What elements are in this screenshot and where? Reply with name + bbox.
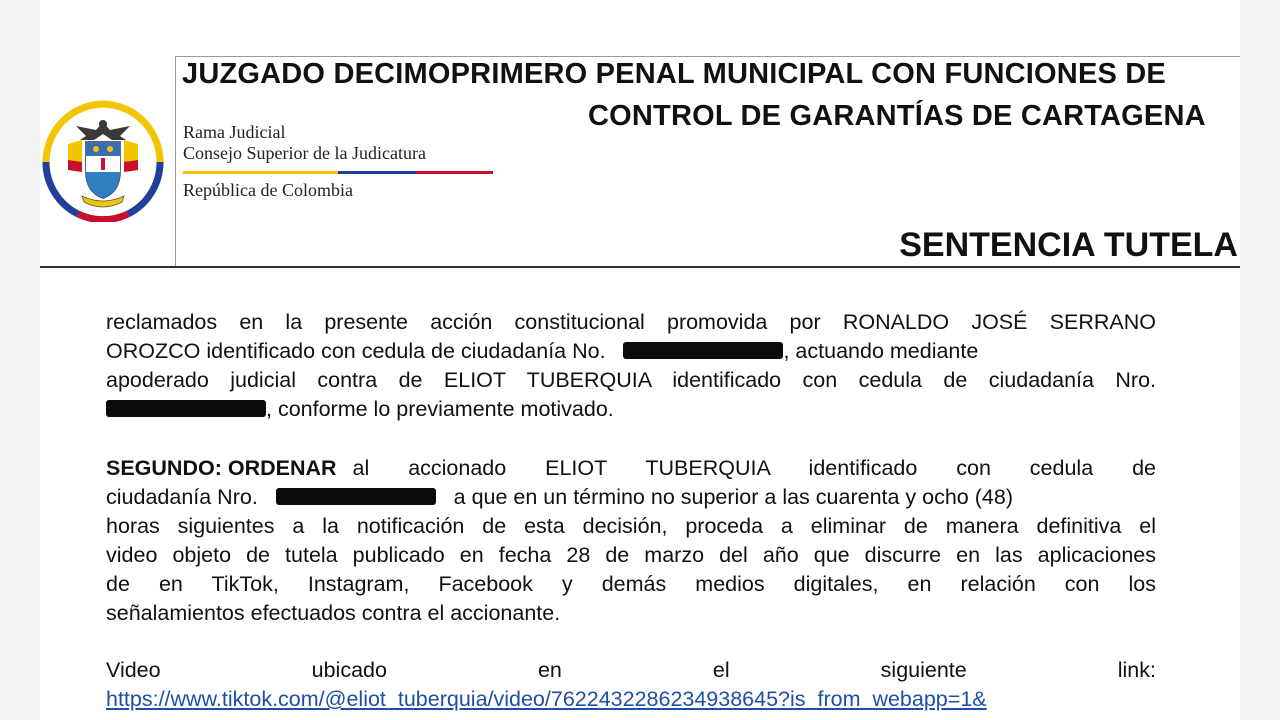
header-bottom-border <box>40 266 1240 268</box>
paragraph-line <box>106 454 1156 483</box>
paragraph-order-second <box>106 454 1156 628</box>
text-span: , actuando mediante <box>783 339 979 363</box>
text-span: al accionado ELIOT TUBERQUIA identificado con cedula de <box>352 456 1156 480</box>
text-span: , conforme lo previamente motivado. <box>266 397 614 421</box>
redaction-bar <box>106 400 266 417</box>
paragraph-line: señalamientos efectuados contra el accionante. <box>106 601 561 625</box>
document-type-title: SENTENCIA TUTELA <box>899 226 1238 264</box>
court-title-line-1: JUZGADO DECIMOPRIMERO PENAL MUNICIPAL CON FUNCIONES DE <box>182 58 1166 90</box>
institution-name: Rama Judicial <box>183 122 286 142</box>
paragraph-video-link <box>106 656 1156 714</box>
header-top-border <box>175 56 1240 57</box>
text-span: OROZCO identificado con cedula de ciudadanía No. <box>106 339 606 363</box>
redaction-bar <box>623 342 783 359</box>
paragraph-line <box>106 685 1156 714</box>
text-span: a que en un término no superior a las cuarenta y ocho (48) <box>453 485 1013 509</box>
paragraph-line: reclamados en la presente acción constitucional promovida por RONALDO JOSÉ SERRANO <box>106 310 1156 334</box>
page-margin-left <box>0 0 40 720</box>
redaction-bar <box>276 488 436 505</box>
paragraph-line <box>106 395 1156 424</box>
paragraph-line: de en TikTok, Instagram, Facebook y demás medios digitales, en relación con los <box>106 572 1156 596</box>
flag-color-line <box>183 171 493 174</box>
paragraph-resolution-first <box>106 308 1156 424</box>
paragraph-line: apoderado judicial contra de ELIOT TUBERQUIA identificado con cedula de ciudadanía Nro. <box>106 368 1156 392</box>
paragraph-line <box>106 483 1156 512</box>
header-divider <box>175 56 176 268</box>
text-span: ciudadanía Nro. <box>106 485 258 509</box>
tiktok-video-link[interactable]: https://www.tiktok.com/@eliot_tuberquia/video/7622432286234938645?is_from_webapp=1& <box>106 687 987 711</box>
paragraph-line: video objeto de tutela publicado en fecha 28 de marzo del año que discurre en las aplicaciones <box>106 543 1156 567</box>
order-label: SEGUNDO: ORDENAR <box>106 456 337 480</box>
institution-country: República de Colombia <box>183 180 353 200</box>
colombian-coat-of-arms-icon <box>38 100 168 222</box>
paragraph-line: Video ubicado en el siguiente link: <box>106 658 1156 682</box>
paragraph-line <box>106 337 1156 366</box>
page-margin-right <box>1240 0 1280 720</box>
court-title-line-2: CONTROL DE GARANTÍAS DE CARTAGENA <box>588 100 1206 132</box>
institution-council: Consejo Superior de la Judicatura <box>183 143 426 163</box>
paragraph-line: horas siguientes a la notificación de esta decisión, proceda a eliminar de manera definitiva el <box>106 514 1156 538</box>
